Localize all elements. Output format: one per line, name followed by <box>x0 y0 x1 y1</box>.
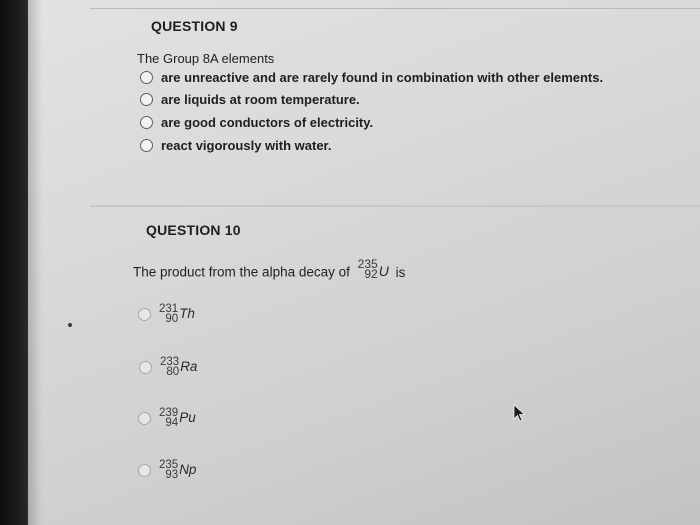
q10-option-3-mass: 239 <box>159 407 179 419</box>
q10-option-4[interactable] <box>138 460 196 480</box>
q10-option-1-atomic: 90 <box>165 313 179 325</box>
q10-option-1-mass: 231 <box>159 303 179 315</box>
q10-option-4-atomic: 93 <box>165 469 179 481</box>
q10-option-2[interactable] <box>139 357 197 377</box>
question-9-stem: The Group 8A elements <box>137 51 275 66</box>
q10-option-3-symbol: Pu <box>179 409 196 425</box>
radio-button-icon[interactable] <box>140 93 153 106</box>
radio-button-icon[interactable] <box>140 116 153 129</box>
q9-option-3[interactable] <box>140 115 373 130</box>
radio-button-icon[interactable] <box>138 412 151 425</box>
q9-option-1[interactable] <box>140 70 603 85</box>
q10-option-3-atomic: 94 <box>165 417 179 429</box>
q10-option-2-atomic: 80 <box>166 366 180 378</box>
q10-option-2-mass: 233 <box>160 356 180 368</box>
question-9-title: QUESTION 9 <box>151 18 238 34</box>
q9-option-4-label: react vigorously with water. <box>161 138 332 153</box>
q9-option-2[interactable] <box>140 92 360 107</box>
radio-button-icon[interactable] <box>139 361 152 374</box>
stem-mass-number: 235 <box>357 257 378 271</box>
stray-dot <box>68 323 72 327</box>
stem-element-symbol: U <box>378 263 389 279</box>
radio-button-icon[interactable] <box>140 139 153 152</box>
radio-button-icon[interactable] <box>140 71 153 84</box>
left-bezel <box>0 0 28 525</box>
radio-button-icon[interactable] <box>138 308 151 321</box>
q9-option-4[interactable] <box>140 138 332 153</box>
q9-option-2-label: are liquids at room temperature. <box>161 92 360 107</box>
question-10-stem-suffix: is <box>395 264 406 280</box>
radio-button-icon[interactable] <box>138 464 151 477</box>
q10-option-2-symbol: Ra <box>180 358 198 374</box>
question-10-stem <box>133 257 406 283</box>
q10-option-4-symbol: Np <box>179 461 197 477</box>
q10-option-1[interactable] <box>138 304 195 324</box>
question-10-stem-text: The product from the alpha decay of <box>133 264 350 280</box>
q9-option-3-label: are good conductors of electricity. <box>161 115 374 130</box>
question-10-title: QUESTION 10 <box>146 222 241 238</box>
mouse-cursor-icon <box>512 404 528 424</box>
stem-nuclide-uranium <box>358 259 389 279</box>
q10-option-3[interactable] <box>138 408 196 428</box>
q10-option-4-mass: 235 <box>159 459 179 471</box>
stem-atomic-number: 92 <box>364 267 378 281</box>
q10-option-1-symbol: Th <box>179 305 195 321</box>
q9-option-1-label: are unreactive and are rarely found in combination with other elements. <box>161 70 604 85</box>
